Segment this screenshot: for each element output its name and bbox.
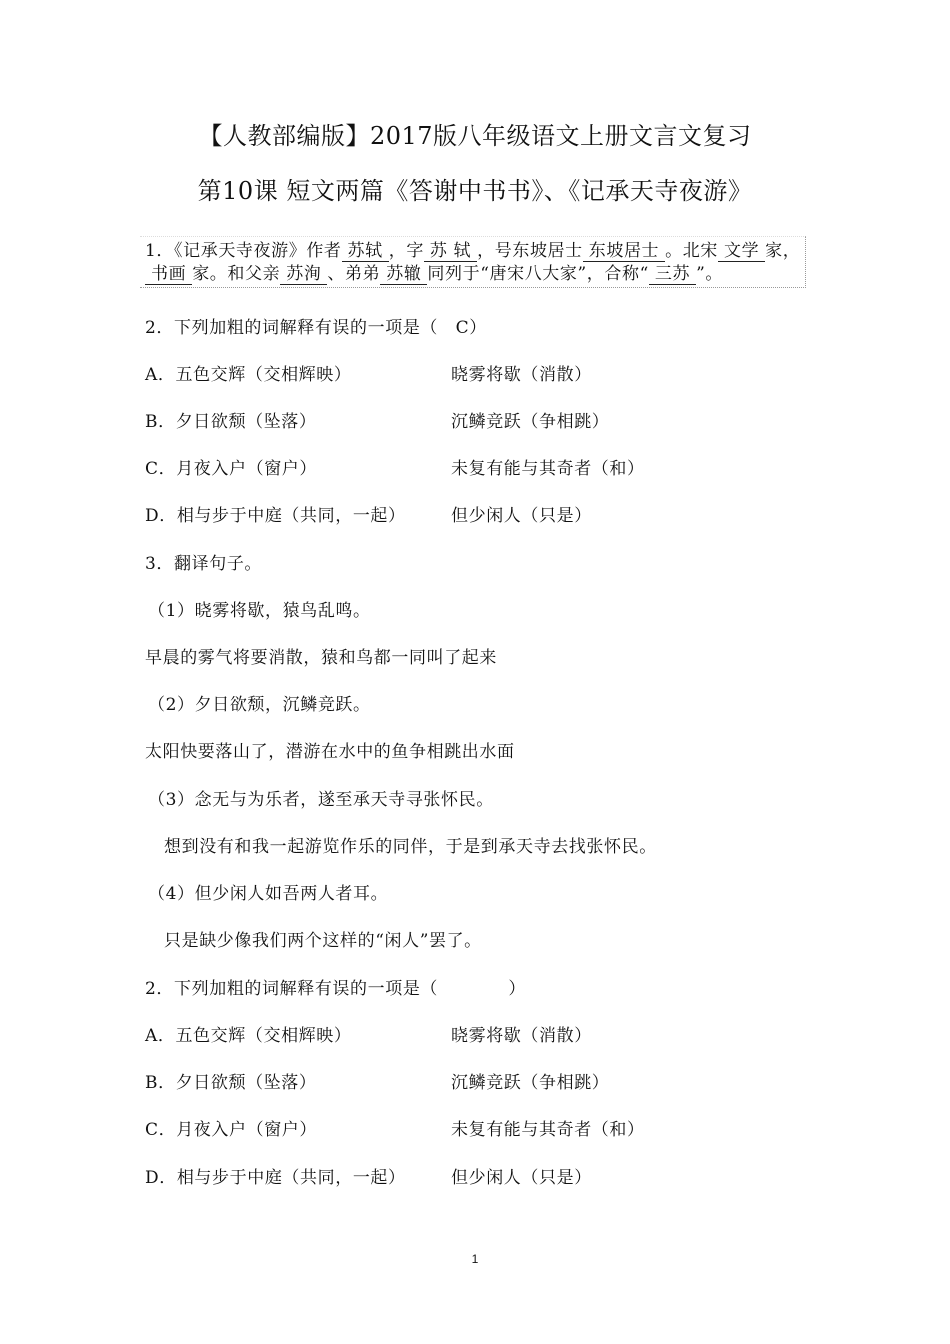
q1-answer-zi: 苏 轼 (424, 241, 477, 262)
q1-answer-calligraphy: 书画 (145, 264, 192, 285)
option-b-right: 沉鳞竞跃（争相跳） (451, 412, 610, 432)
q1-text: 家。和父亲 (192, 264, 281, 284)
translation-sentence-1: （1）晓雾将歇，猿鸟乱鸣。 (148, 601, 371, 621)
q1-answer-brother: 苏辙 (380, 264, 427, 285)
translation-answer-3: 想到没有和我一起游览作乐的同伴，于是到承天寺去找张怀民。 (164, 837, 657, 857)
q1-text: 、弟弟 (327, 264, 381, 284)
option-c-left: C．月夜入户（窗户） (145, 459, 318, 479)
q1-answer-sansu: 三苏 (649, 264, 696, 285)
document-title: 【人教部编版】2017版八年级语文上册文言文复习 (198, 122, 752, 150)
option-b-left: B．夕日欲颓（坠落） (145, 412, 317, 432)
option-a-right: 晓雾将歇（消散） (451, 365, 592, 385)
option-c-right: 未复有能与其奇者（和） (451, 459, 645, 479)
option-b-left: B．夕日欲颓（坠落） (145, 1073, 317, 1093)
q1-text: 家， (765, 241, 801, 261)
lesson-title: 第10课 短文两篇《答谢中书书》、《记承天寺夜游》 (197, 177, 753, 205)
q1-answer-father: 苏洵 (280, 264, 327, 285)
q1-answer-literature: 文学 (718, 241, 765, 262)
translation-sentence-3: （3）念无与为乐者，遂至承天寺寻张怀民。 (148, 790, 494, 810)
option-c-right: 未复有能与其奇者（和） (451, 1120, 645, 1140)
question-2-repeat-stem: 2．下列加粗的词解释有误的一项是（ ） (145, 979, 527, 999)
option-a-right: 晓雾将歇（消散） (451, 1026, 592, 1046)
question-2-stem: 2．下列加粗的词解释有误的一项是（ C） (145, 318, 487, 338)
translation-answer-4: 只是缺少像我们两个这样的“闲人”罢了。 (164, 931, 482, 951)
q1-text: 。北宋 (665, 241, 718, 261)
q1-text: 同列于“唐宋八大家”，合称“ (427, 264, 649, 284)
page-number: 1 (471, 1252, 479, 1266)
q1-text: 1．《记承天寺夜游》作者 (145, 241, 342, 261)
option-d-right: 但少闲人（只是） (451, 1168, 592, 1188)
option-d-left: D．相与步于中庭（共同，一起） (145, 506, 406, 526)
q1-text: ”。 (696, 264, 724, 284)
translation-answer-1: 早晨的雾气将要消散，猿和鸟都一同叫了起来 (145, 648, 497, 668)
option-d-left: D．相与步于中庭（共同，一起） (145, 1168, 406, 1188)
q1-text: ，号东坡居士 (477, 241, 583, 261)
translation-sentence-4: （4）但少闲人如吾两人者耳。 (148, 884, 389, 904)
option-a-left: A．五色交辉（交相辉映） (145, 1026, 352, 1046)
question-3-stem: 3．翻译句子。 (145, 554, 263, 574)
q1-answer-author: 苏轼 (342, 241, 389, 262)
option-c-left: C．月夜入户（窗户） (145, 1120, 318, 1140)
translation-sentence-2: （2）夕日欲颓，沉鳞竞跃。 (148, 695, 371, 715)
question-1 (145, 240, 815, 286)
q1-text: ，字 (388, 241, 424, 261)
option-b-right: 沉鳞竞跃（争相跳） (451, 1073, 610, 1093)
option-d-right: 但少闲人（只是） (451, 506, 592, 526)
q1-answer-hao: 东坡居士 (583, 241, 665, 262)
translation-answer-2: 太阳快要落山了，潜游在水中的鱼争相跳出水面 (145, 742, 515, 762)
option-a-left: A．五色交辉（交相辉映） (145, 365, 352, 385)
